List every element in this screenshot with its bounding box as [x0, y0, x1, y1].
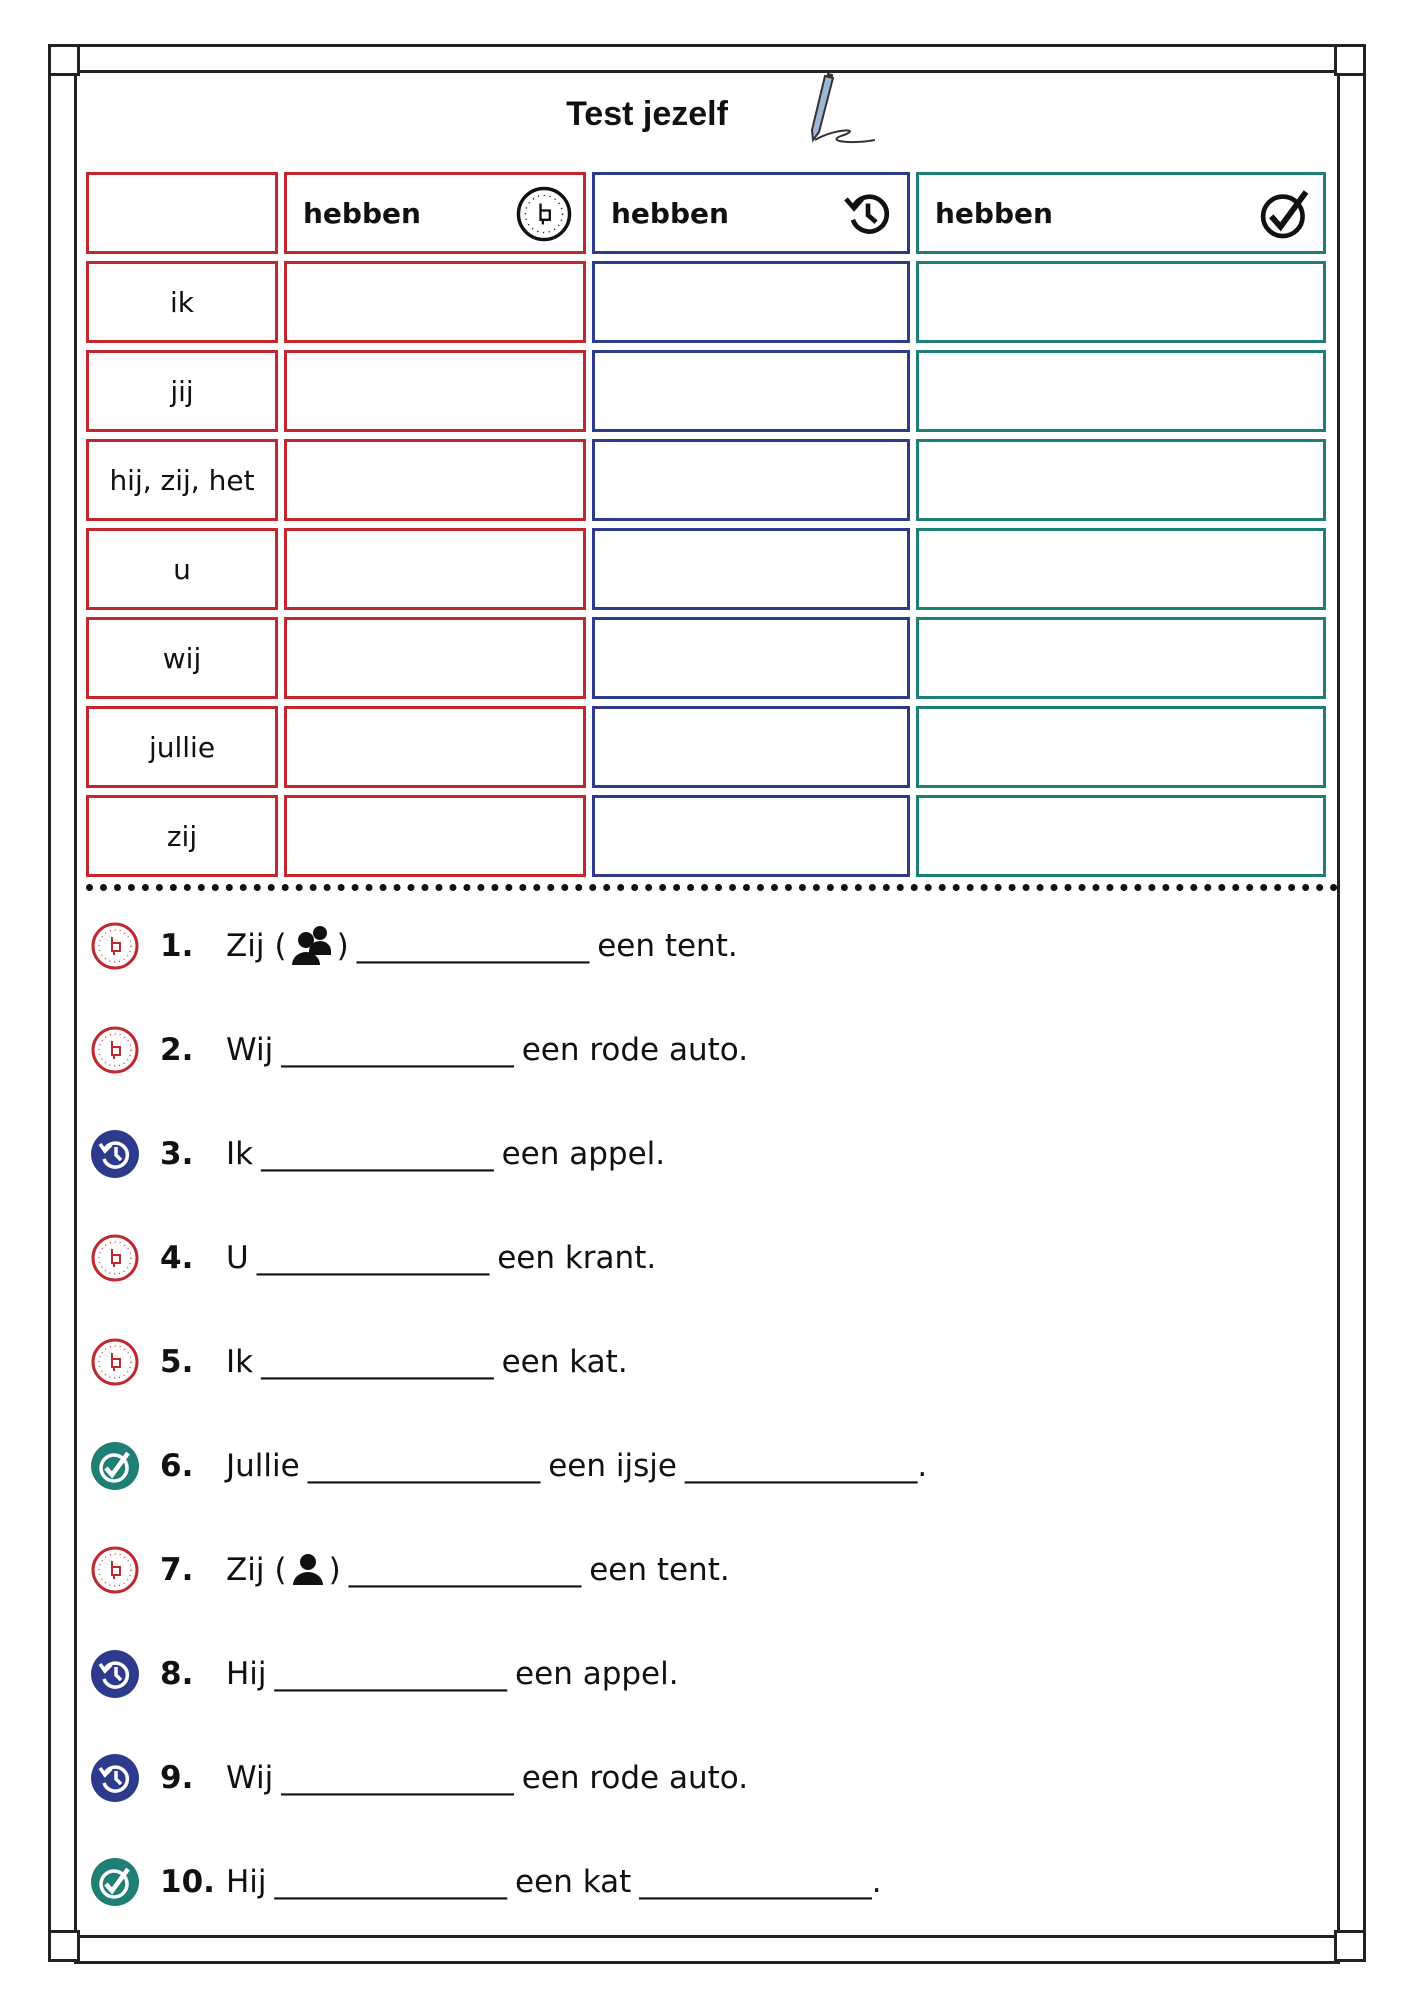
exercise-item [90, 1332, 628, 1392]
answer-cell[interactable] [916, 439, 1326, 521]
past-tense-icon [90, 1753, 140, 1803]
pronoun-cell [86, 706, 278, 788]
answer-cell[interactable] [284, 617, 586, 699]
exercise-number: 3. [160, 1136, 194, 1172]
answer-cell[interactable] [916, 350, 1326, 432]
answer-cell[interactable] [284, 350, 586, 432]
exercise-subject: Ik [226, 1136, 254, 1172]
exercise-item [90, 1228, 656, 1288]
answer-cell[interactable] [592, 528, 910, 610]
pronoun-label: zij [166, 819, 198, 853]
past-tense-icon [90, 1649, 140, 1699]
frame-corner [48, 44, 80, 76]
exercise-number: 8. [160, 1656, 194, 1692]
present-tense-icon [515, 185, 573, 243]
header-label: hebben [935, 196, 1053, 230]
exercise-subject: Hij [226, 1656, 267, 1692]
answer-cell[interactable] [284, 706, 586, 788]
pronoun-label: jullie [148, 730, 216, 764]
pronoun-label: hij, zij, het [109, 463, 255, 497]
pronoun-label: u [173, 552, 191, 586]
pronoun-cell [86, 350, 278, 432]
pronoun-label: ik [170, 285, 194, 319]
answer-blank[interactable]: _______________ [256, 1240, 490, 1276]
exercise-item [90, 916, 738, 976]
answer-blank[interactable]: _______________ [348, 1552, 582, 1588]
answer-blank[interactable]: _______________ [261, 1344, 494, 1380]
present-tense-icon [90, 1233, 140, 1283]
exercise-item [90, 1644, 679, 1704]
exercise-item [90, 1748, 748, 1808]
paren-open: ( [274, 1552, 287, 1588]
exercise-number: 9. [160, 1760, 194, 1796]
answer-cell[interactable] [284, 439, 586, 521]
answer-cell[interactable] [916, 528, 1326, 610]
exercise-rest: een ijsje [548, 1448, 677, 1484]
exercise-item [90, 1852, 882, 1912]
header-label: hebben [303, 196, 421, 230]
exercise-end: . [917, 1448, 928, 1484]
answer-blank[interactable]: _______________ [261, 1136, 494, 1172]
header-cell [284, 172, 586, 254]
answer-cell[interactable] [284, 528, 586, 610]
answer-cell[interactable] [916, 261, 1326, 343]
exercise-rest: een krant. [497, 1240, 657, 1276]
exercise-rest: een tent. [597, 928, 738, 964]
paren-open: ( [274, 928, 287, 964]
exercise-rest: een kat. [501, 1344, 628, 1380]
perfect-tense-icon [90, 1857, 140, 1907]
exercise-subject: Zij [226, 1552, 265, 1588]
answer-cell[interactable] [592, 439, 910, 521]
exercise-number: 4. [160, 1240, 194, 1276]
exercise-number: 2. [160, 1032, 194, 1068]
answer-blank[interactable]: _______________ [274, 1656, 508, 1692]
present-tense-icon [90, 1025, 140, 1075]
pen-icon [795, 70, 875, 150]
exercise-item [90, 1020, 748, 1080]
past-tense-icon [839, 185, 897, 243]
exercise-rest: een rode auto. [521, 1032, 749, 1068]
present-tense-icon [90, 1337, 140, 1387]
pronoun-label: wij [162, 641, 202, 675]
present-tense-icon [90, 921, 140, 971]
answer-cell[interactable] [284, 795, 586, 877]
pronoun-cell [86, 617, 278, 699]
paren-close: ) [336, 928, 349, 964]
pronoun-cell [86, 528, 278, 610]
exercise-rest: een tent. [589, 1552, 730, 1588]
pronoun-cell [86, 261, 278, 343]
frame-corner [1334, 44, 1366, 76]
answer-cell[interactable] [916, 617, 1326, 699]
exercise-subject: Ik [226, 1344, 254, 1380]
exercise-subject: Wij [226, 1760, 274, 1796]
answer-blank[interactable]: _______________ [307, 1448, 541, 1484]
dotted-divider [86, 884, 1338, 891]
answer-cell[interactable] [592, 795, 910, 877]
exercise-rest: een appel. [515, 1656, 679, 1692]
exercise-number: 7. [160, 1552, 194, 1588]
page-title: Test jezelf [566, 95, 728, 133]
present-tense-icon [90, 1545, 140, 1595]
answer-blank[interactable]: _______________ [281, 1032, 514, 1068]
exercise-subject: Hij [226, 1864, 267, 1900]
pronoun-label: jij [170, 374, 194, 408]
exercise-subject: Jullie [226, 1448, 300, 1484]
header-cell [592, 172, 910, 254]
exercise-end: . [871, 1864, 882, 1900]
answer-blank-2[interactable]: _______________ [684, 1448, 918, 1484]
answer-cell[interactable] [592, 350, 910, 432]
answer-blank[interactable]: _______________ [281, 1760, 514, 1796]
pronoun-cell [86, 795, 278, 877]
answer-cell[interactable] [916, 706, 1326, 788]
answer-cell[interactable] [284, 261, 586, 343]
header-cell-empty [86, 172, 278, 254]
exercise-subject: U [226, 1240, 249, 1276]
exercise-item [90, 1540, 730, 1600]
exercise-item [90, 1436, 927, 1496]
pronoun-cell [86, 439, 278, 521]
header-cell [916, 172, 1326, 254]
answer-cell[interactable] [592, 261, 910, 343]
answer-blank[interactable]: _______________ [274, 1864, 508, 1900]
answer-cell[interactable] [592, 706, 910, 788]
group-icon [289, 923, 335, 969]
answer-blank[interactable]: _______________ [356, 928, 590, 964]
exercise-rest: een kat [515, 1864, 632, 1900]
perfect-tense-icon [90, 1441, 140, 1491]
frame-corner [48, 1930, 80, 1962]
past-tense-icon [90, 1129, 140, 1179]
exercise-number: 6. [160, 1448, 194, 1484]
frame-corner [1334, 1930, 1366, 1962]
header-label: hebben [611, 196, 729, 230]
paren-close: ) [328, 1552, 341, 1588]
exercise-rest: een appel. [501, 1136, 666, 1172]
exercise-subject: Zij [226, 928, 265, 964]
answer-blank-2[interactable]: _______________ [639, 1864, 872, 1900]
person-icon [289, 1551, 327, 1589]
perfect-tense-icon [1255, 185, 1313, 243]
answer-cell[interactable] [592, 617, 910, 699]
exercise-number: 5. [160, 1344, 194, 1380]
exercise-item [90, 1124, 665, 1184]
exercise-number: 10. [160, 1864, 215, 1900]
exercise-rest: een rode auto. [521, 1760, 749, 1796]
exercise-subject: Wij [226, 1032, 274, 1068]
exercise-number: 1. [160, 928, 194, 964]
answer-cell[interactable] [916, 795, 1326, 877]
